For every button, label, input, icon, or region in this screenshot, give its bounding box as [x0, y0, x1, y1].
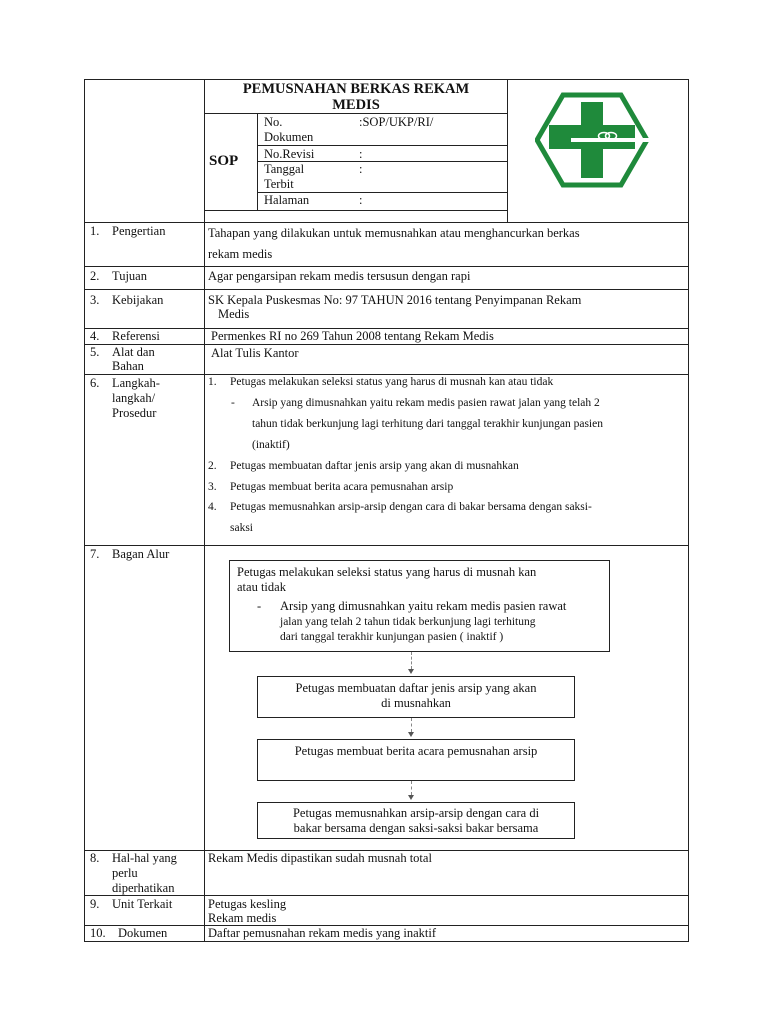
row-label: Kebijakan — [112, 293, 164, 307]
row-number: 6. — [90, 376, 100, 390]
row-label: Prosedur — [112, 406, 157, 420]
step-number: 2. — [208, 460, 217, 472]
step-dash: - — [231, 397, 235, 409]
step-text: Petugas membuat berita acara pemusnahan arsip — [230, 481, 454, 493]
step-number: 3. — [208, 481, 217, 493]
header-vline-right — [507, 79, 508, 222]
field-label: Tanggal — [264, 162, 305, 176]
row-number: 4. — [90, 329, 100, 343]
row-text: Tahapan yang dilakukan untuk memusnahkan atau menghancurkan berkas — [208, 226, 580, 240]
flow-box-text: Petugas melakukan seleksi status yang harus di musnah kan — [237, 565, 537, 579]
field-label-cont: Terbit — [264, 177, 294, 191]
document-title-line2: MEDIS — [332, 97, 380, 113]
flow-box-text: Petugas memusnahkan arsip-arsip dengan cara di — [292, 806, 540, 820]
flow-box-4 — [257, 802, 575, 839]
row-number: 5. — [90, 345, 100, 359]
table-border-left — [84, 79, 85, 942]
table-border-right — [688, 79, 689, 942]
logo-cross-horizontal — [549, 125, 635, 149]
flow-connector — [411, 781, 412, 795]
row-label: Alat dan — [112, 345, 155, 359]
step-number: 4. — [208, 501, 217, 513]
step-text: (inaktif) — [252, 439, 290, 451]
flow-box-2 — [257, 676, 575, 718]
row-line — [84, 266, 689, 267]
header-table-separator — [84, 222, 689, 223]
flow-box-dash: - — [257, 599, 262, 613]
row-number: 1. — [90, 224, 100, 238]
row-number: 7. — [90, 547, 100, 561]
row-text: Rekam medis — [208, 911, 277, 925]
row-label: Hal-hal yang — [112, 851, 177, 865]
row-text: Agar pengarsipan rekam medis tersusun dengan rapi — [208, 269, 471, 283]
body-column-divider — [204, 222, 205, 942]
field-label: Halaman — [264, 193, 310, 207]
step-text: tahun tidak berkunjung lagi terhitung dari tanggal terakhir kunjungan pasien — [252, 418, 603, 430]
flow-arrowhead — [408, 669, 414, 674]
field-value: : — [359, 162, 363, 176]
header-field-line — [257, 145, 507, 146]
row-label: Pengertian — [112, 224, 166, 238]
row-text: Daftar pemusnahan rekam medis yang inaktif — [208, 926, 437, 940]
row-label: Tujuan — [112, 269, 147, 283]
row-label: Dokumen — [118, 926, 168, 940]
row-number: 9. — [90, 897, 100, 911]
row-text: SK Kepala Puskesmas No: 97 TAHUN 2016 tentang Penyimpanan Rekam — [208, 293, 582, 307]
row-text: rekam medis — [208, 247, 273, 261]
row-line — [84, 344, 689, 345]
row-label: langkah/ — [112, 391, 156, 405]
row-text: Petugas kesling — [208, 897, 287, 911]
table-border-bottom — [84, 941, 689, 942]
row-line — [84, 289, 689, 290]
field-value: : — [359, 147, 363, 161]
flow-box-text: Petugas membuatan daftar jenis arsip yang akan — [295, 681, 537, 695]
row-text: Alat Tulis Kantor — [211, 346, 299, 360]
step-text: Petugas melakukan seleksi status yang harus di musnah kan atau tidak — [230, 376, 554, 388]
row-text: Rekam Medis dipastikan sudah musnah total — [208, 851, 432, 865]
field-label: No. — [264, 115, 283, 129]
row-label: perlu — [112, 866, 138, 880]
row-label: Bagan Alur — [112, 547, 170, 561]
step-text: saksi — [230, 522, 253, 534]
flow-box-text: atau tidak — [237, 580, 286, 594]
row-number: 2. — [90, 269, 100, 283]
header-title-divider — [204, 113, 507, 114]
row-text: Medis — [218, 307, 250, 321]
flow-box-text: dari tanggal terakhir kunjungan pasien ( inaktif ) — [280, 631, 504, 643]
header-bottom-line — [204, 210, 507, 211]
field-label: No.Revisi — [264, 147, 315, 161]
sop-label: SOP — [209, 153, 239, 169]
row-label: Bahan — [112, 359, 144, 373]
flow-box-text: Petugas membuat berita acara pemusnahan arsip — [294, 744, 538, 758]
step-text: Arsip yang dimusnahkan yaitu rekam medis pasien rawat jalan yang telah 2 — [252, 397, 600, 409]
step-text: Petugas memusnahkan arsip-arsip dengan cara di bakar bersama dengan saksi- — [230, 501, 592, 513]
row-label: Unit Terkait — [112, 897, 173, 911]
row-number: 10. — [90, 926, 106, 940]
field-value: :SOP/UKP/RI/ — [359, 115, 434, 129]
flow-connector — [411, 718, 412, 732]
row-line — [84, 895, 689, 896]
row-number: 8. — [90, 851, 100, 865]
flow-box-3 — [257, 739, 575, 781]
document-title-line1: PEMUSNAHAN BERKAS REKAM — [242, 81, 470, 97]
field-value: : — [359, 193, 363, 207]
flow-box-1 — [229, 560, 610, 652]
flow-box-text: bakar bersama dengan saksi-saksi bakar bersama — [293, 821, 539, 835]
field-label-cont: Dokumen — [264, 130, 314, 144]
row-number: 3. — [90, 293, 100, 307]
row-label: Referensi — [112, 329, 160, 343]
table-border-top — [84, 79, 689, 80]
flow-connector — [411, 652, 412, 669]
step-number: 1. — [208, 376, 217, 388]
flow-box-text: Arsip yang dimusnahkan yaitu rekam medis pasien rawat — [280, 599, 567, 613]
row-label: Langkah- — [112, 376, 160, 390]
flow-box-text: jalan yang telah 2 tahun tidak berkunjung lagi terhitung — [280, 616, 536, 628]
flow-box-text: di musnahkan — [381, 696, 451, 710]
flow-arrowhead — [408, 795, 414, 800]
flow-arrowhead — [408, 732, 414, 737]
step-text: Petugas membuatan daftar jenis arsip yang akan di musnahkan — [230, 460, 519, 472]
row-label: diperhatikan — [112, 881, 175, 895]
row-text: Permenkes RI no 269 Tahun 2008 tentang Rekam Medis — [211, 329, 494, 343]
puskesmas-logo — [535, 92, 649, 188]
row-line — [84, 545, 689, 546]
document-title — [205, 81, 507, 113]
